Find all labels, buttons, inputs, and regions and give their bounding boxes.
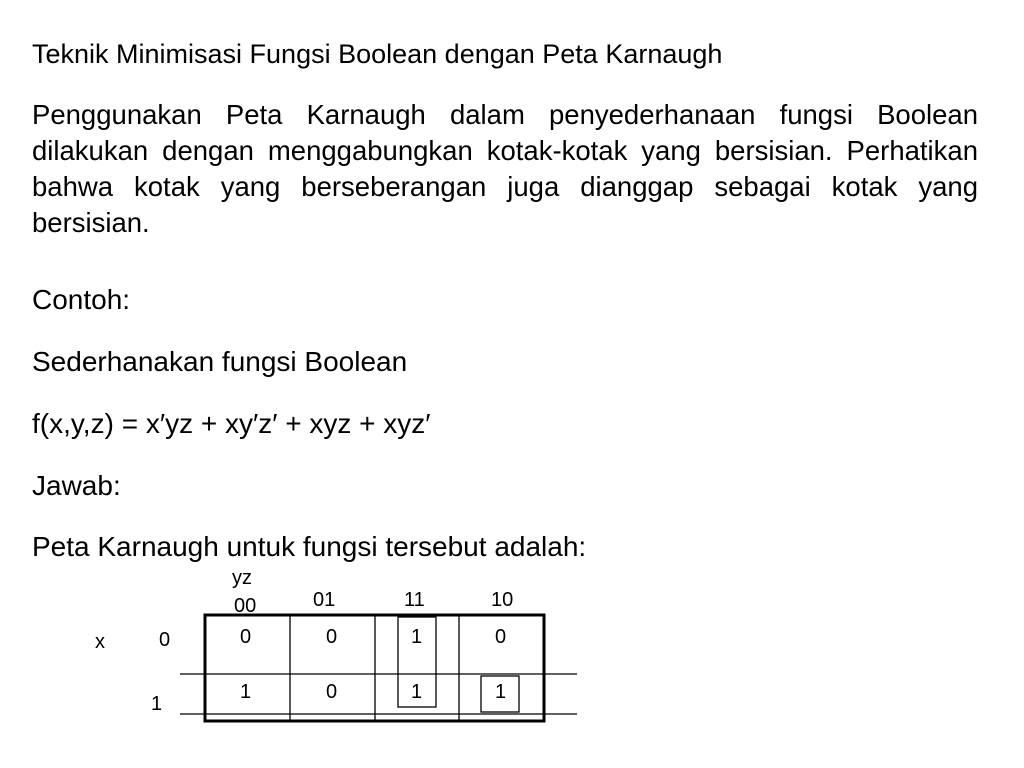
intro-paragraph: Penggunakan Peta Karnaugh dalam penyederhanaan fungsi Boolean dilakukan dengan menggabungkan kotak-kotak yang bersisian. Perhatikan bahwa kotak yang berseberangan juga dianggap sebagai kotak yang bersisian. xyxy=(32,99,978,238)
kmap-cell: 1 xyxy=(411,626,423,648)
kmap-row-header-1: 1 xyxy=(151,693,163,715)
kmap-row-var: x xyxy=(95,631,105,653)
kmap-cell: 0 xyxy=(326,626,338,648)
task-statement: Sederhanakan fungsi Boolean xyxy=(32,346,408,377)
kmap-col-header-01: 01 xyxy=(313,589,336,611)
kmap-row-header-0: 0 xyxy=(159,629,171,651)
kmap-cell: 0 xyxy=(495,626,507,648)
slide-title: Teknik Minimisasi Fungsi Boolean dengan Peta Karnaugh xyxy=(32,39,723,69)
kmap-col-var: yz xyxy=(232,567,252,589)
kmap-cell: 0 xyxy=(240,626,252,648)
kmap-cell: 1 xyxy=(411,681,423,703)
example-label: Contoh: xyxy=(32,284,131,315)
answer-label: Jawab: xyxy=(32,470,121,501)
kmap-col-header-10: 10 xyxy=(491,589,514,611)
kmap-cell: 0 xyxy=(326,681,338,703)
boolean-function: f(x,y,z) = x′yz + xy′z′ + xyz + xyz′ xyxy=(32,408,431,439)
kmap-col-header-00: 00 xyxy=(234,595,257,617)
kmap-cell: 1 xyxy=(495,681,507,703)
kmap-frame xyxy=(205,615,544,721)
kmap-col-header-11: 11 xyxy=(404,589,425,611)
kmap-cell: 1 xyxy=(240,681,252,703)
map-intro: Peta Karnaugh untuk fungsi tersebut adalah: xyxy=(32,531,587,562)
